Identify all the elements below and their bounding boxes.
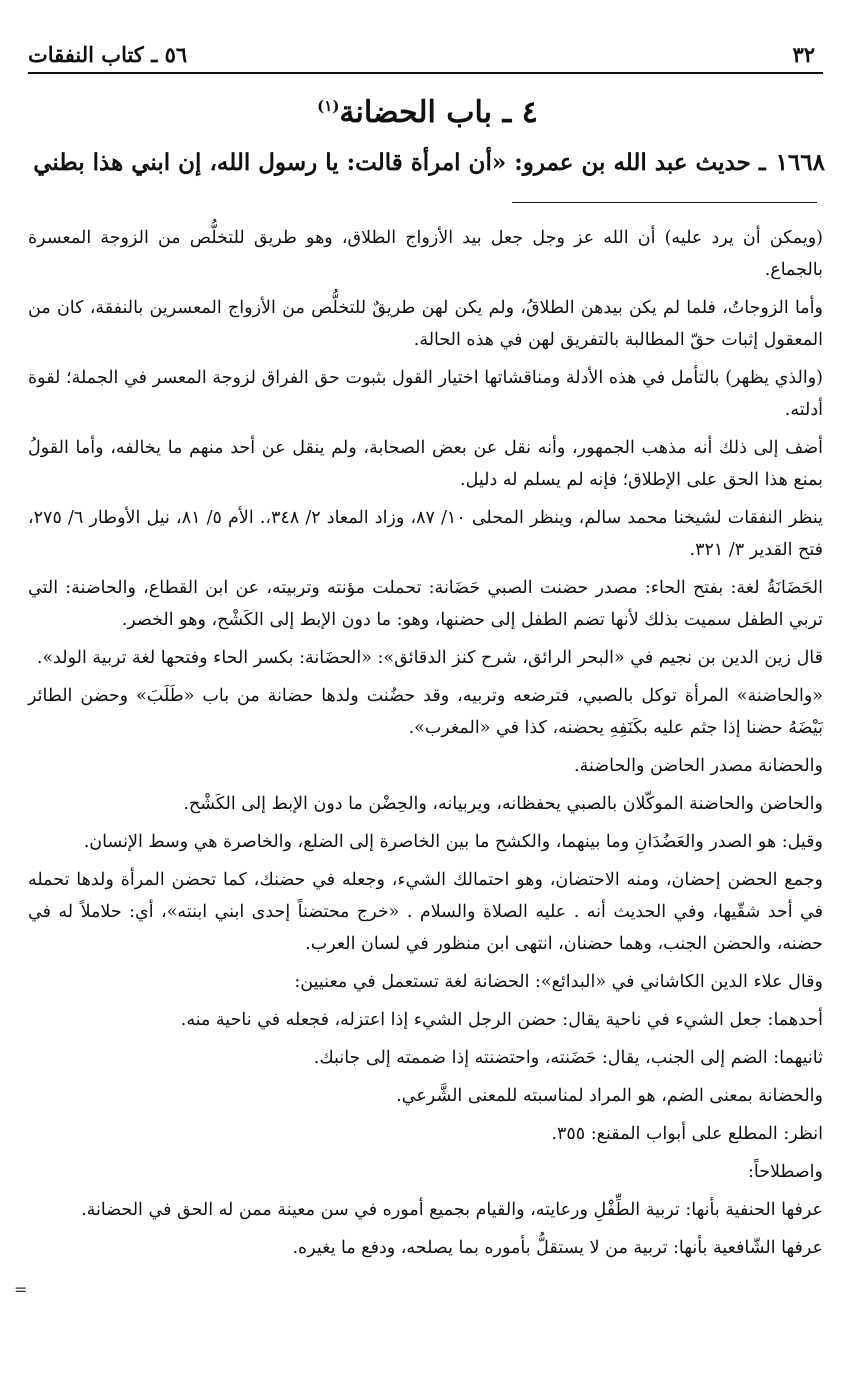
note-paragraph: عرفها الشّافعية بأنها: تربية من لا يستقلُّ بأموره بما يصلحه، ودفع ما يغيره. <box>292 1238 823 1258</box>
note-paragraph: «والحاضنة» المرأة توكل بالصبي، فترضعه وتربيه، وقد حضُنت ولدها حضانة من باب «طَلَبَ» وحضن الطائر بَيْضَهُ حضنا إذا جثم عليه بكَنَفِهِ يحضنه، كذا في «المغرب». <box>28 686 823 738</box>
margin-mark: = <box>14 1280 28 1299</box>
hadith-text: ـ حديث عبد الله بن عمرو: «أن امرأة قالت: يا رسول الله، إن ابني هذا بطني <box>33 149 766 176</box>
note-paragraph: أحدهما: جعل الشيء في ناحية يقال: حضن الرجل الشيء إذا اعتزله، فجعله في ناحية منه. <box>180 1010 823 1030</box>
note-paragraph: (ويمكن أن يرد عليه) أن الله عز وجل جعل بيد الأزواج الطلاق، وهو طريق للتخلُّص من الزوجة المعسرة بالجماع. <box>28 228 823 280</box>
note-paragraph: انظر: المطلع على أبواب المقنع: ٣٥٥. <box>551 1124 823 1144</box>
footnote-separator <box>512 202 817 203</box>
note-paragraph: والحضانة مصدر الحاضن والحاضنة. <box>574 756 823 776</box>
note-paragraph: الحَضَانَةُ لغة: بفتح الحاء: مصدر حضنت الصبي حَضَانة: تحملت مؤنته وتربيته، عن ابن القطاع، والحاضنة: التي تربي الطفل سميت بذلك لأنها تضم الطفل إلى حضنها، وهو: ما دون الإبط إلى الكَشْح، وهو الخصر. <box>28 578 823 630</box>
note-paragraph: وقال علاء الدين الكاشاني في «البدائع»: الحضانة لغة تستعمل في معنيين: <box>294 972 823 992</box>
footnotes <box>28 222 823 1270</box>
note-paragraph: أضف إلى ذلك أنه مذهب الجمهور، وأنه نقل عن بعض الصحابة، ولم ينقل عن أحد منهم ما يخالفه، وأما القولُ بمنع هذا الحق على الإطلاق؛ فإنه لم يسلم له دليل. <box>28 438 823 490</box>
footnote-ref: (١) <box>317 97 340 115</box>
note-paragraph: واصطلاحاً: <box>747 1162 823 1182</box>
note-paragraph: ثانيهما: الضم إلى الجنب، يقال: حَضَنته، واحتضنته إذا ضممته إلى جانبك. <box>313 1048 823 1068</box>
running-header <box>28 38 823 74</box>
hadith-line <box>28 146 825 180</box>
section-title <box>0 86 855 133</box>
hadith-number: ١٦٦٨ <box>775 149 825 176</box>
note-paragraph: (والذي يظهر) بالتأمل في هذه الأدلة ومناقشاتها اختيار القول بثبوت حق الفراق لزوجة المعسر في الجملة؛ لقوة أدلته. <box>28 368 823 420</box>
note-paragraph: والحضانة بمعنى الضم، هو المراد لمناسبته للمعنى الشَّرعي. <box>396 1086 823 1106</box>
note-paragraph: قال زين الدين بن نجيم في «البحر الرائق، شرح كنز الدقائق»: «الحضَانة: بكسر الحاء وفتحها لغة تربية الولد». <box>36 648 823 668</box>
note-paragraph: ينظر النفقات لشيخنا محمد سالم، وينظر المحلى ١٠/ ٨٧، وزاد المعاد ٢/ ٣٤٨،. الأم ٥/ ٨١، نيل الأوطار ٦/ ٢٧٥، فتح القدير ٣/ ٣٢١. <box>28 508 823 560</box>
note-paragraph: وقيل: هو الصدر والعَضُدَانِ وما بينهما، والكشح ما بين الخاصرة إلى الضلع، والخاصرة هي وسط الإنسان. <box>83 832 823 852</box>
section-title-text: ٤ ـ باب الحضانة <box>339 95 538 130</box>
note-paragraph: وأما الزوجاتُ، فلما لم يكن بيدهن الطلاقُ، ولم يكن لهن طريقٌ للتخلُّص من الأزواج المعسرين بالنفقة، كان من المعقول إثبات حقّ المطالبة بالتفريق لهن في هذه الحالة. <box>28 298 823 350</box>
chapter-name: ٥٦ ـ كتاب النفقات <box>28 42 188 67</box>
page-number: ٣٢ <box>792 42 815 67</box>
note-paragraph: وجمع الحضن إحضان، ومنه الاحتضان، وهو احتمالك الشيء، وجعله في حضنك، كما تحضن المرأة ولدها تحمله في أحد شقّيها، وفي الحديث أنه . عليه الصلاة والسلام . «خرج محتضناً إحدى ابني ابنته»، أي: حلاملاً له في حضنه، والحضن الجنب، وهما حضنان، انتهى ابن منظور في لسان العرب. <box>28 870 823 954</box>
note-paragraph: عرفها الحنفية بأنها: تربية الطِّفْلِ ورعايته، والقيام بجميع أموره في سن معينة ممن له الحق في الحضانة. <box>81 1200 823 1220</box>
note-paragraph: والحاضن والحاضنة الموكّلان بالصبي يحفظانه، ويربيانه، والحِضْن ما دون الإبط إلى الكَشْح. <box>183 794 823 814</box>
